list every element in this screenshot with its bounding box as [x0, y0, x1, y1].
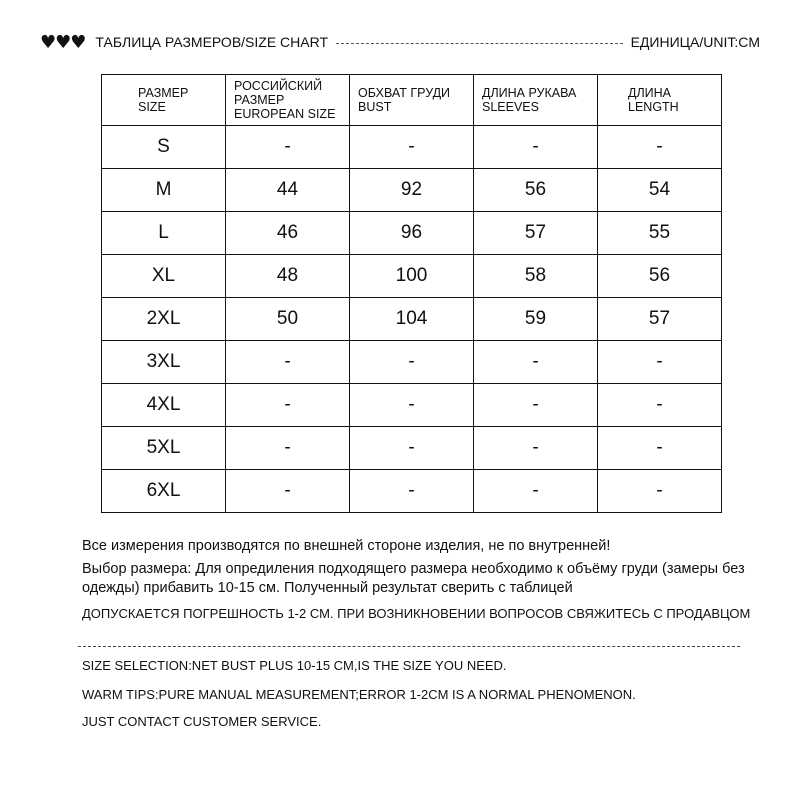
table-row — [102, 427, 722, 470]
header-sleeves: ДЛИНА РУКАВА SLEEVES — [474, 75, 598, 126]
table-row — [102, 212, 722, 255]
size-label-cell: 5XL — [102, 427, 226, 470]
measurement-cell: - — [474, 384, 598, 427]
measurement-cell: - — [598, 126, 722, 169]
hearts-icon: ♥♥♥ — [40, 31, 86, 53]
measurement-cell: - — [474, 427, 598, 470]
size-label-cell: XL — [102, 255, 226, 298]
measurement-cell: - — [350, 427, 474, 470]
note-measurement: Все измерения производятся по внешней стороне изделия, не по внутренней! — [82, 538, 611, 554]
note-warm-tips: WARM TIPS:PURE MANUAL MEASUREMENT;ERROR 1-2CM IS A NORMAL PHENOMENON. — [82, 687, 636, 702]
table-row — [102, 341, 722, 384]
size-label-cell: S — [102, 126, 226, 169]
size-label-cell: M — [102, 169, 226, 212]
measurement-cell: 54 — [598, 169, 722, 212]
measurement-cell: 59 — [474, 298, 598, 341]
table-row — [102, 470, 722, 513]
measurement-cell: 57 — [598, 298, 722, 341]
table-row — [102, 255, 722, 298]
dashed-separator — [78, 646, 740, 647]
header-length: ДЛИНА LENGTH — [598, 75, 722, 126]
measurement-cell: - — [598, 470, 722, 513]
size-label-cell: L — [102, 212, 226, 255]
measurement-cell: 44 — [226, 169, 350, 212]
measurement-cell: 48 — [226, 255, 350, 298]
table-row — [102, 384, 722, 427]
measurement-cell: 56 — [598, 255, 722, 298]
table-header-row — [102, 75, 722, 126]
notes-section — [82, 536, 772, 621]
measurement-cell: - — [598, 341, 722, 384]
measurement-cell: 46 — [226, 212, 350, 255]
measurement-cell: - — [598, 427, 722, 470]
chart-title: ТАБЛИЦА РАЗМЕРОВ/SIZE CHART — [95, 34, 329, 50]
measurement-cell: 56 — [474, 169, 598, 212]
size-label-cell: 4XL — [102, 384, 226, 427]
size-label-cell: 2XL — [102, 298, 226, 341]
chart-header — [40, 31, 760, 53]
measurement-cell: - — [598, 384, 722, 427]
measurement-cell: - — [226, 427, 350, 470]
measurement-cell: - — [226, 126, 350, 169]
measurement-cell: 96 — [350, 212, 474, 255]
measurement-cell: - — [350, 341, 474, 384]
size-label-cell: 3XL — [102, 341, 226, 384]
header-european-size: РОССИЙСКИЙ РАЗМЕР EUROPEAN SIZE — [226, 75, 350, 126]
size-table-body — [102, 126, 722, 513]
measurement-cell: - — [350, 126, 474, 169]
header-bust: ОБХВАТ ГРУДИ BUST — [350, 75, 474, 126]
measurement-cell: 55 — [598, 212, 722, 255]
measurement-cell: - — [350, 470, 474, 513]
measurement-cell: 104 — [350, 298, 474, 341]
note-size-selection-ru: Выбор размера: Для опредиления подходящего размера необходимо к объёму груди (замеры без одежды) прибавить 10-15 см. Полученный результат сверить с таблицей — [82, 561, 745, 596]
measurement-cell: - — [474, 126, 598, 169]
size-table — [101, 74, 722, 513]
note-size-selection-en: SIZE SELECTION:NET BUST PLUS 10-15 CM,IS THE SIZE YOU NEED. — [82, 658, 507, 673]
measurement-cell: - — [474, 470, 598, 513]
measurement-cell: 92 — [350, 169, 474, 212]
measurement-cell: - — [226, 341, 350, 384]
measurement-cell: - — [350, 384, 474, 427]
measurement-cell: 57 — [474, 212, 598, 255]
size-label-cell: 6XL — [102, 470, 226, 513]
measurement-cell: - — [226, 384, 350, 427]
measurement-cell: 58 — [474, 255, 598, 298]
table-row — [102, 298, 722, 341]
measurement-cell: 50 — [226, 298, 350, 341]
measurement-cell: - — [474, 341, 598, 384]
unit-label: ЕДИНИЦА/UNIT:CM — [630, 34, 760, 50]
note-tolerance-ru: ДОПУСКАЕТСЯ ПОГРЕШНОСТЬ 1-2 СМ. ПРИ ВОЗНИКНОВЕНИИ ВОПРОСОВ СВЯЖИТЕСЬ С ПРОДАВЦОМ — [82, 606, 751, 621]
table-row — [102, 169, 722, 212]
table-row — [102, 126, 722, 169]
header-size: РАЗМЕР SIZE — [102, 75, 226, 126]
measurement-cell: - — [226, 470, 350, 513]
header-dashed-divider — [336, 43, 623, 44]
note-contact: JUST CONTACT CUSTOMER SERVICE. — [82, 714, 322, 729]
measurement-cell: 100 — [350, 255, 474, 298]
